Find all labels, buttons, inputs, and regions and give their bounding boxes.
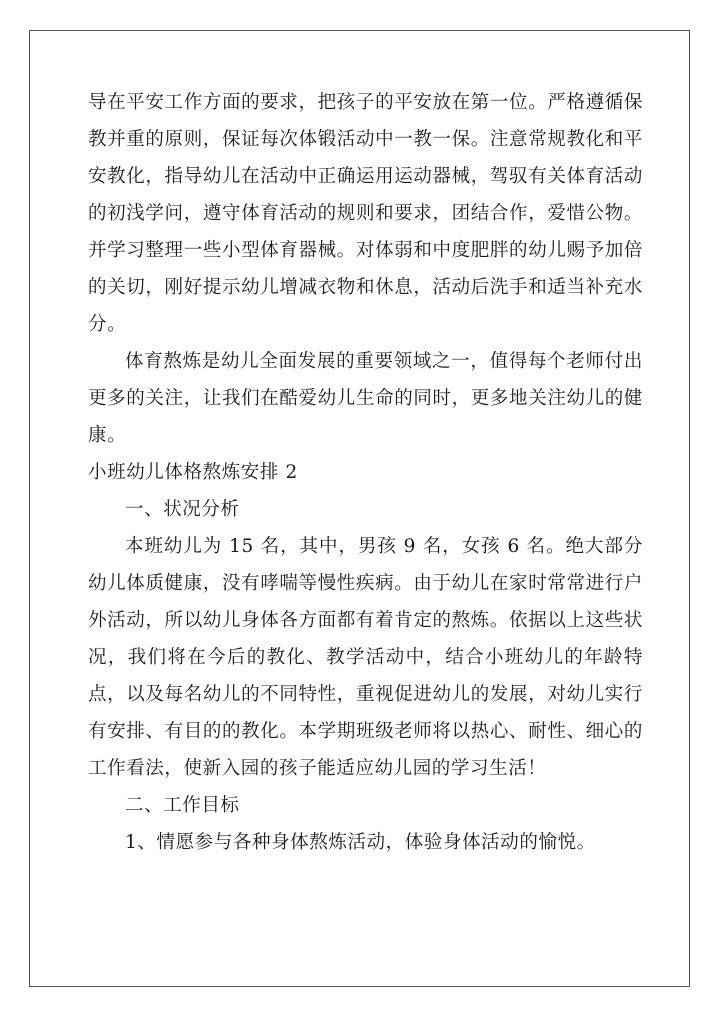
paragraph-class-situation: 本班幼儿为 15 名，其中，男孩 9 名，女孩 6 名。绝大部分幼儿体质健康，没有哮喘等慢性疾病。由于幼儿在家时常常进行户外活动，所以幼儿身体各方面都有着肯定的熬炼。依据以上这些状况，我们将在今后的教化、教学活动中，结合小班幼儿的年龄特点，以及每名幼儿的不同特性，重视促进幼儿的发展，对幼儿实行有安排、有目的的教化。本学期班级老师将以热心、耐性、细心的工作看法，使新入园的孩子能适应幼儿园的学习生活！ (88, 536, 643, 779)
goal-item-1: 1、情愿参与各种身体熬炼活动，体验身体活动的愉悦。 (125, 832, 596, 853)
document-body (88, 84, 643, 861)
section-title: 小班幼儿体格熬炼安排 2 (88, 462, 298, 483)
paragraph-physical-exercise-importance: 体育熬炼是幼儿全面发展的重要领域之一，值得每个老师付出更多的关注，让我们在酷爱幼儿生命的同时，更多地关注幼儿的健康。 (88, 351, 643, 446)
heading-work-goals: 二、工作目标 (125, 795, 240, 816)
heading-situation-analysis: 一、状况分析 (125, 499, 240, 520)
paragraph-safety-requirements: 导在平安工作方面的要求，把孩子的平安放在第一位。严格遵循保教并重的原则，保证每次体锻活动中一教一保。注意常规教化和平安教化，指导幼儿在活动中正确运用运动器械，驾驭有关体育活动的初浅学问，遵守体育活动的规则和要求，团结合作，爱惜公物。并学习整理一些小型体育器械。对体弱和中度肥胖的幼儿赐予加倍的关切，刚好提示幼儿增减衣物和休息，活动后洗手和适当补充水分。 (88, 92, 643, 335)
